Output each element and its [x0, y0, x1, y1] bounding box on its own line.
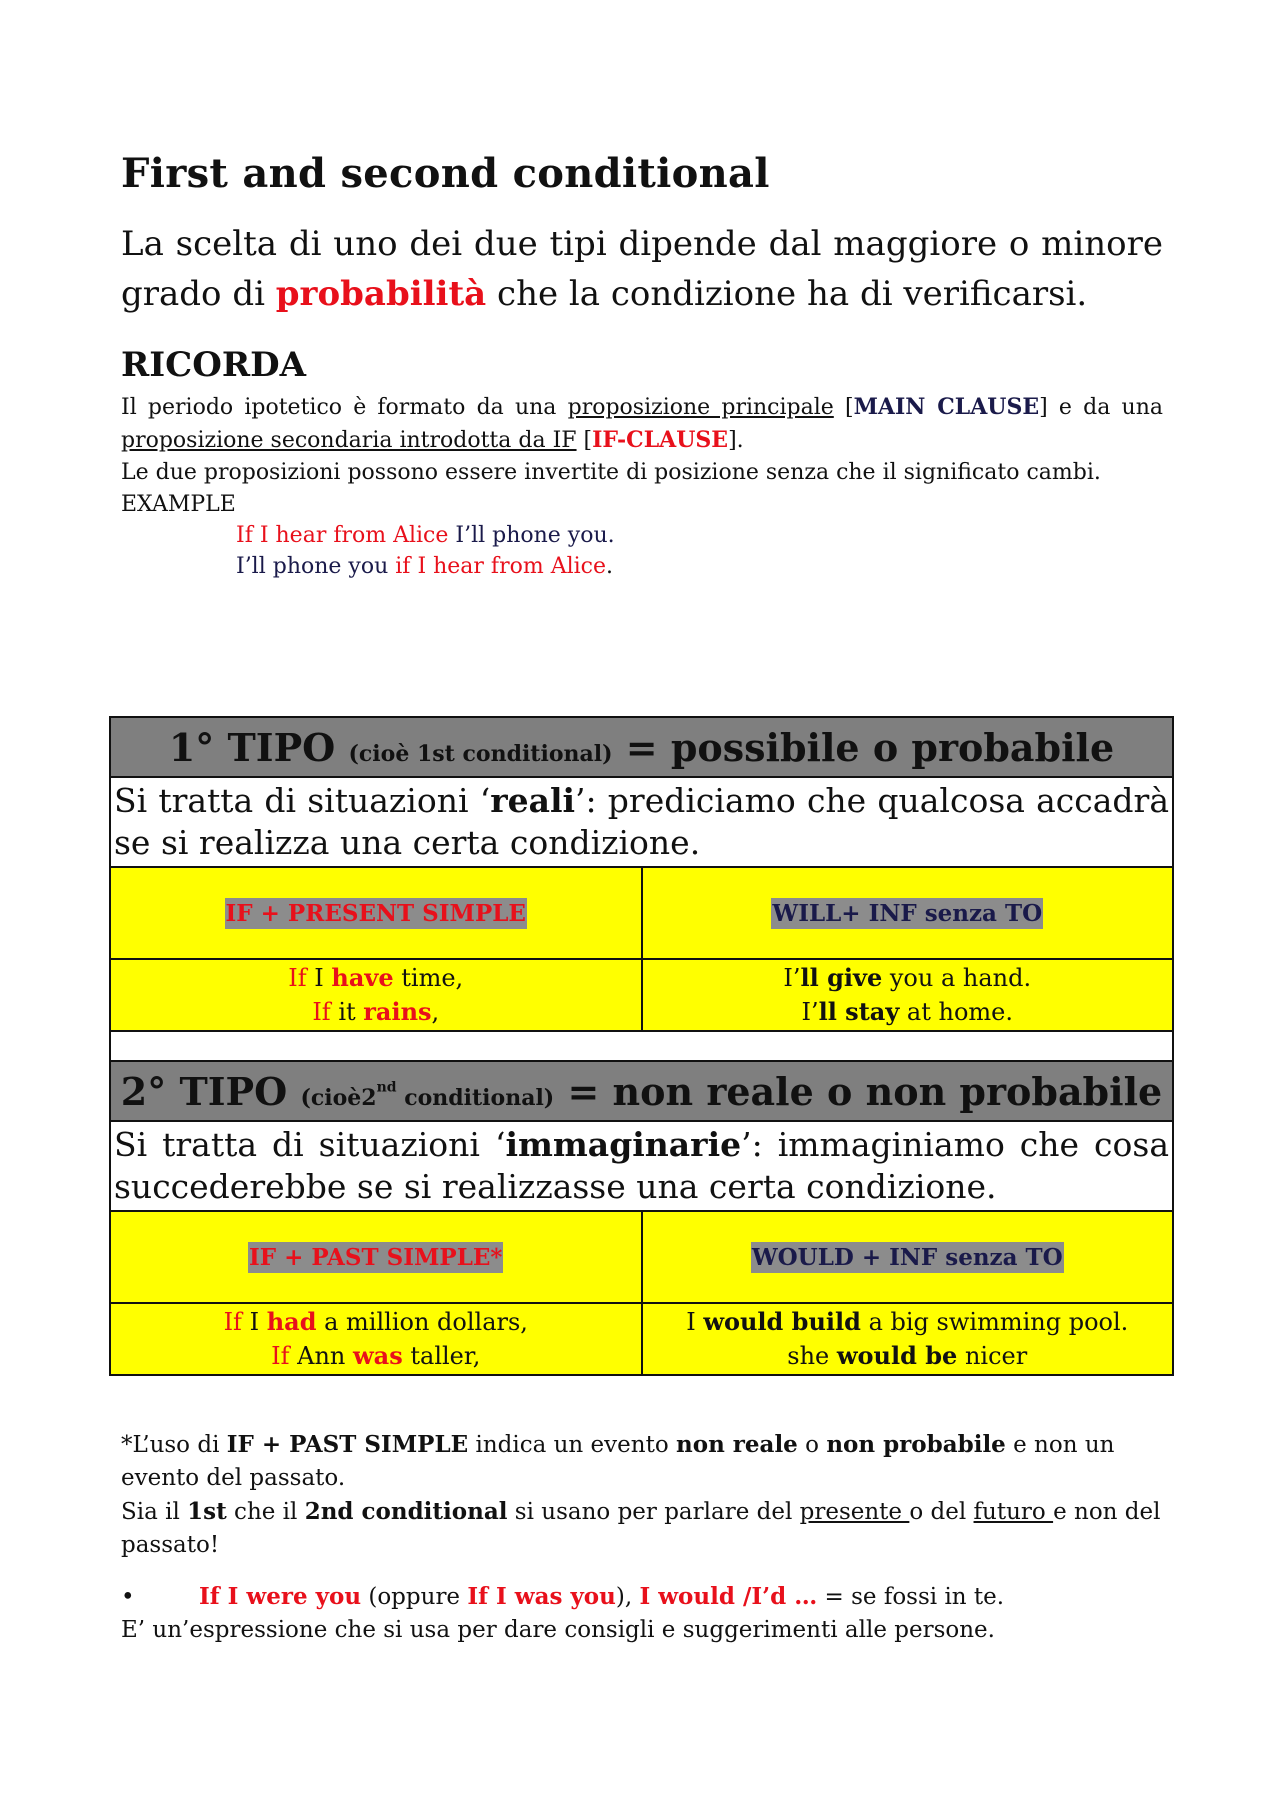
note-advice: E’ un’espressione che si usa per dare consigli e suggerimenti alle persone. [121, 1617, 995, 1643]
first-examples-if [110, 959, 642, 1031]
text: , [431, 998, 440, 1026]
first-conditional-description [110, 777, 1173, 867]
example [111, 961, 641, 995]
text: ] e da una [1039, 395, 1163, 420]
ricorda-heading: RICORDA [121, 345, 306, 385]
main-clause: I’ll phone you [236, 554, 396, 579]
second-form-if-clause [110, 1211, 642, 1303]
note-if-i-were-you [121, 1580, 1163, 1614]
intro-highlight: probabilità [275, 274, 487, 314]
if-clause: If I hear from Alice [236, 523, 449, 548]
text: = se fossi in te. [817, 1584, 1005, 1610]
text: nd [376, 1078, 397, 1095]
intro-paragraph [121, 219, 1163, 319]
if-clause-label: IF-CLAUSE [592, 427, 729, 453]
note-present-future [121, 1495, 1163, 1562]
text: Il periodo ipotetico è formato da una [121, 395, 568, 420]
table-spacer [110, 1031, 1173, 1061]
text: had [266, 1307, 317, 1336]
text: 1° TIPO [168, 724, 349, 770]
text: Si tratta di situazioni ‘ [114, 781, 491, 820]
text: IF + PAST SIMPLE* [249, 1243, 503, 1271]
text: non probabile [826, 1431, 1006, 1458]
first-examples-main [642, 959, 1174, 1031]
text: If [223, 1308, 242, 1336]
text: I [686, 1308, 704, 1336]
text: you a hand. [882, 964, 1032, 992]
text: ll give [800, 963, 883, 992]
text: If I was you [467, 1583, 616, 1610]
text: ’: immaginiamo che cosa succederebbe se si realizzasse una certa condizione. [114, 1125, 1169, 1206]
if-clause: if I hear from Alice [395, 554, 606, 579]
intro-text-end: che la condizione ha di verificarsi. [486, 274, 1088, 314]
second-conditional-header [110, 1061, 1173, 1121]
text: ’: prediciamo che qualcosa accadrà se si realizza una certa condizione. [114, 781, 1169, 862]
example-label: EXAMPLE [121, 492, 236, 517]
ricorda-paragraph-1 [121, 391, 1163, 457]
text: 1st [187, 1498, 227, 1525]
text: immaginarie [505, 1125, 742, 1164]
example [643, 995, 1173, 1029]
text: reali [490, 781, 576, 820]
main-clause-term: proposizione principale [567, 395, 834, 420]
notes-section [121, 1428, 1163, 1647]
text: time, [393, 964, 464, 992]
example [643, 1339, 1173, 1373]
text: WILL+ INF senza TO [772, 899, 1043, 927]
text: IF + PRESENT SIMPLE [225, 899, 526, 927]
text: I [241, 1308, 267, 1336]
text: = non reale o non probabile [554, 1068, 1163, 1114]
text: WOULD + INF senza TO [751, 1243, 1063, 1271]
text: 2° TIPO [120, 1068, 301, 1114]
example [643, 1305, 1173, 1339]
text: If [288, 964, 307, 992]
bullet: • [121, 1584, 135, 1610]
text: (cioè2 [300, 1084, 377, 1111]
main-clause-label: MAIN CLAUSE [853, 394, 1040, 420]
text: (oppure [361, 1584, 468, 1610]
conditionals-table [109, 716, 1174, 1376]
text: If [312, 998, 331, 1026]
text: If I were you [199, 1583, 362, 1610]
note-past-simple [121, 1428, 1163, 1495]
ricorda-paragraph-2: Le due proposizioni possono essere invertite di posizione senza che il significato cambi. [121, 460, 1101, 485]
first-form-if-clause [110, 867, 642, 959]
text: Si tratta di situazioni ‘ [114, 1125, 506, 1164]
text: nicer [957, 1342, 1028, 1370]
text: have [331, 963, 394, 992]
text: was [353, 1341, 403, 1370]
text: (cioè 1st conditional) [348, 740, 613, 767]
text: futuro [973, 1499, 1054, 1525]
text: si usano per parlare del [507, 1499, 800, 1525]
text: I [306, 964, 332, 992]
second-examples-if [110, 1303, 642, 1375]
text: I would /I’d … [639, 1583, 818, 1610]
text: indica un evento [468, 1432, 676, 1458]
text: ll stay [818, 997, 900, 1026]
text: would be [836, 1341, 958, 1370]
text: I’ [783, 964, 801, 992]
example-line-2 [121, 551, 1163, 582]
text: 2nd conditional [304, 1498, 508, 1525]
text: presente [799, 1499, 910, 1525]
example-line-1 [121, 520, 1163, 551]
text: Sia il [121, 1499, 188, 1525]
second-examples-main [642, 1303, 1174, 1375]
text: I’ [801, 998, 819, 1026]
intro-text: La scelta di uno dei due tipi dipende dal maggiore o minore grado di [121, 224, 1163, 314]
text: [ [833, 395, 854, 420]
text: she [787, 1342, 837, 1370]
text: ]. [728, 428, 744, 453]
text: *L’uso di [121, 1432, 227, 1458]
text: taller, [402, 1342, 481, 1370]
first-conditional-header [110, 717, 1173, 777]
if-clause-term: proposizione secondaria introdotta da IF [121, 428, 577, 453]
text: would build [703, 1307, 861, 1336]
text: = possibile o probabile [612, 724, 1115, 770]
example [111, 1339, 641, 1373]
text: o [797, 1432, 827, 1458]
page-title: First and second conditional [121, 150, 770, 197]
text: at home. [899, 998, 1013, 1026]
page-content [121, 150, 1163, 582]
text: a big swimming pool. [860, 1308, 1129, 1336]
text: che il [226, 1499, 305, 1525]
text: Ann [289, 1342, 354, 1370]
example [111, 1305, 641, 1339]
text: . [606, 554, 613, 579]
text: o del [909, 1499, 974, 1525]
text: a million dollars, [316, 1308, 528, 1336]
text: ), [615, 1584, 640, 1610]
main-clause: I’ll phone you. [448, 523, 615, 548]
first-form-main-clause [642, 867, 1174, 959]
text: e non del passato! [121, 1499, 1161, 1558]
text: If [271, 1342, 290, 1370]
text: it [330, 998, 364, 1026]
text: rains [363, 997, 432, 1026]
text: [ [576, 428, 593, 453]
example [111, 995, 641, 1029]
second-form-main-clause [642, 1211, 1174, 1303]
text: non reale [676, 1431, 798, 1458]
text: IF + PAST SIMPLE [226, 1431, 469, 1458]
second-conditional-description [110, 1121, 1173, 1211]
text: e non un evento del passato. [121, 1432, 1115, 1491]
example [643, 961, 1173, 995]
text: conditional) [396, 1084, 555, 1111]
